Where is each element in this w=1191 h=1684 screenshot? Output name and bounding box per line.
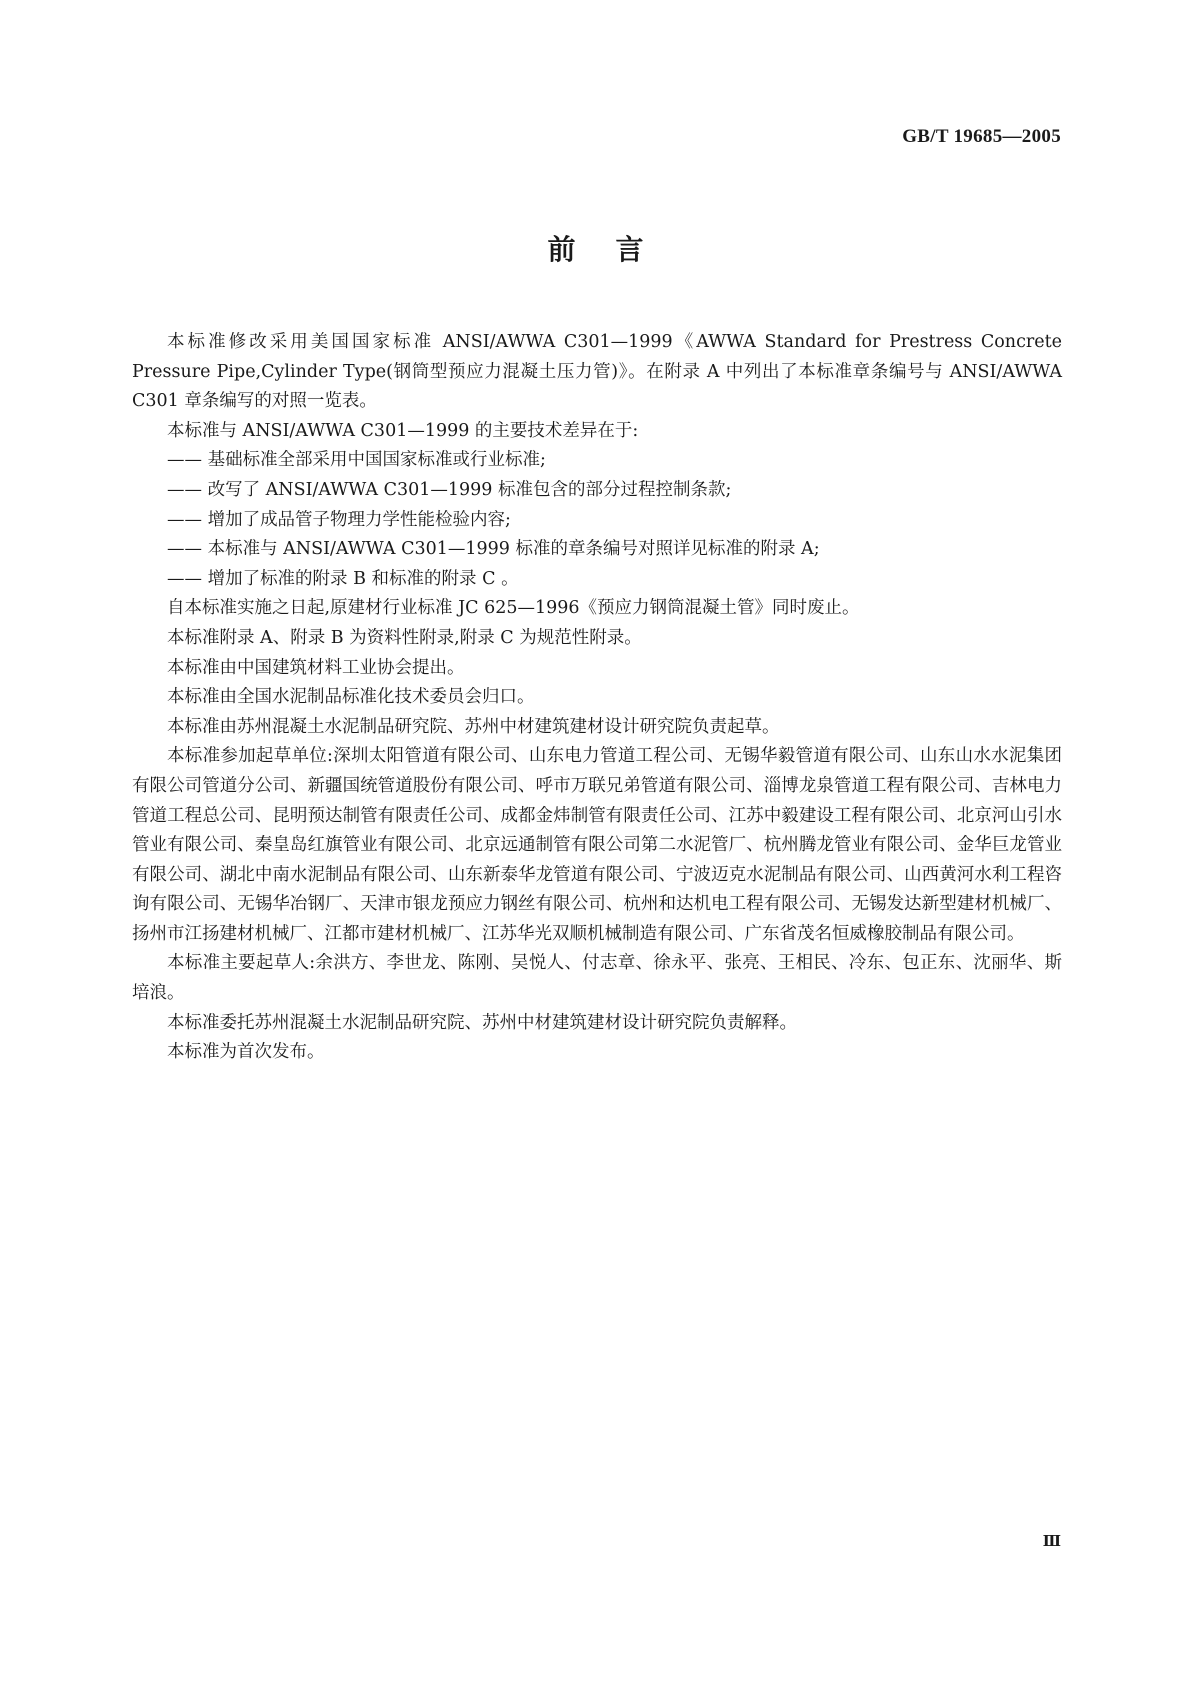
drafter-paragraph: 本标准由苏州混凝土水泥制品研究院、苏州中材建筑建材设计研究院负责起草。 [167, 716, 780, 737]
page-number: Ⅲ [1042, 1534, 1061, 1550]
difference-item: —— 增加了标准的附录 B 和标准的附录 C 。 [167, 568, 519, 589]
participants-paragraph: 本标准参加起草单位:深圳太阳管道有限公司、山东电力管道工程公司、无锡华毅管道有限公司、山东山水水泥集团有限公司管道分公司、新疆国统管道股份有限公司、呼市万联兄弟管道有限公司、淄博龙泉管道工程有限公司、吉林电力管道工程总公司、昆明预达制管有限责任公司、成都金炜制管有限责任公司、江苏中毅建设工程有限公司、北京河山引水管业有限公司、秦皇岛红旗管业有限公司、北京远通制管有限公司第二水泥管厂、杭州腾龙管业有限公司、金华巨龙管业有限公司、湖北中南水泥制品有限公司、山东新泰华龙管道有限公司、宁波迈克水泥制品有限公司、山西黄河水利工程咨询有限公司、无锡华冶钢厂、天津市银龙预应力钢丝有限公司、杭州和达机电工程有限公司、无锡发达新型建材机械厂、扬州市江扬建材机械厂、江都市建材机械厂、江苏华光双顺机械制造有限公司、广东省茂名恒威橡胶制品有限公司。 [132, 746, 1062, 944]
differences-intro: 本标准与 ANSI/AWWA C301—1999 的主要技术差异在于: [167, 420, 639, 441]
supersedes-paragraph: 自本标准实施之日起,原建材行业标准 JC 625—1996《预应力钢筒混凝土管》同时废止。 [167, 598, 860, 619]
difference-item: —— 增加了成品管子物理力学性能检验内容; [167, 509, 511, 530]
proposer-paragraph: 本标准由中国建筑材料工业协会提出。 [167, 657, 465, 678]
centralized-paragraph: 本标准由全国水泥制品标准化技术委员会归口。 [167, 687, 535, 708]
first-release-paragraph: 本标准为首次发布。 [167, 1042, 325, 1063]
difference-item: —— 本标准与 ANSI/AWWA C301—1999 标准的章条编号对照详见标准的附录 A; [167, 539, 820, 560]
difference-item: —— 改写了 ANSI/AWWA C301—1999 标准包含的部分过程控制条款; [167, 479, 732, 500]
interpretation-paragraph: 本标准委托苏州混凝土水泥制品研究院、苏州中材建筑建材设计研究院负责解释。 [167, 1012, 797, 1033]
document-body [132, 328, 1068, 1068]
main-drafters-paragraph: 本标准主要起草人:余洪方、李世龙、陈刚、吴悦人、付志章、徐永平、张亮、王相民、冷东、包正东、沈丽华、斯培浪。 [132, 953, 1062, 1004]
difference-item: —— 基础标准全部采用中国国家标准或行业标准; [167, 450, 546, 471]
intro-paragraph: 本标准修改采用美国国家标准 ANSI/AWWA C301—1999《AWWA Standard for Prestress Concrete Pressure Pipe,Cylinder Type(钢筒型预应力混凝土压力管)》。在附录 A 中列出了本标准章条编号与 ANSI/AWWA C301 章条编写的对照一览表。 [132, 332, 1068, 412]
page-title: 前言 [547, 233, 684, 266]
annex-paragraph: 本标准附录 A、附录 B 为资料性附录,附录 C 为规范性附录。 [167, 627, 642, 648]
standard-code: GB/T 19685—2005 [902, 126, 1061, 147]
